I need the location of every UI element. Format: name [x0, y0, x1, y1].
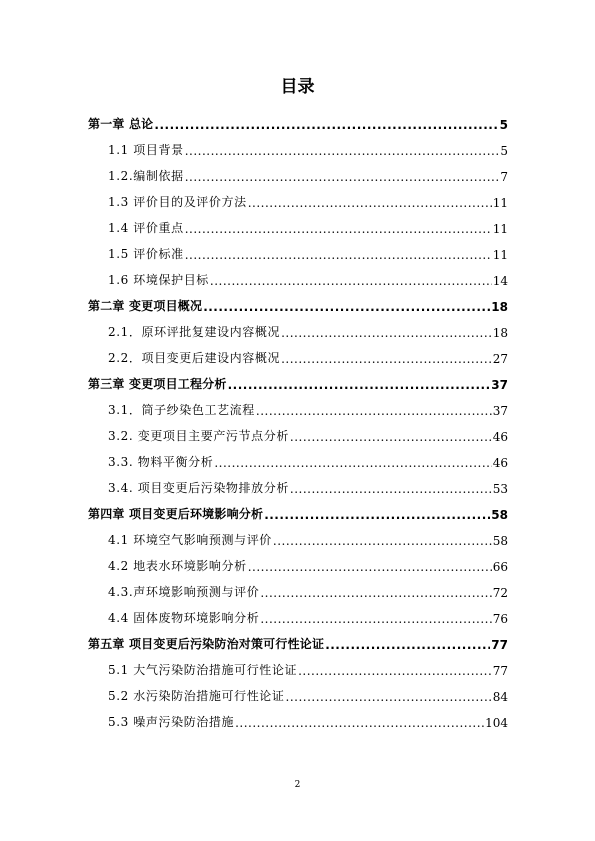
dot-leader [260, 612, 491, 626]
table-of-contents [88, 106, 508, 730]
toc-entry-page: 84 [492, 690, 508, 704]
toc-section-entry[interactable] [88, 340, 508, 366]
toc-section-entry[interactable] [88, 548, 508, 574]
toc-entry-page: 53 [492, 482, 508, 496]
toc-entry-page: 14 [492, 274, 508, 288]
toc-section-entry[interactable] [88, 522, 508, 548]
dot-leader [273, 534, 492, 548]
toc-entry-page: 7 [500, 170, 508, 184]
toc-entry-label: 第四章 项目变更后环境影响分析 [88, 507, 264, 521]
toc-entry-page: 18 [491, 300, 508, 314]
toc-entry-page: 11 [492, 222, 508, 236]
page-number: 2 [294, 780, 301, 790]
dot-leader [286, 690, 492, 704]
toc-section-entry[interactable] [88, 600, 508, 626]
toc-entry-page: 27 [492, 352, 508, 366]
toc-section-entry[interactable] [88, 210, 508, 236]
dot-leader [260, 586, 491, 600]
toc-entry-label: 1.2.编制依据 [108, 169, 184, 183]
dot-leader [298, 664, 492, 678]
toc-entry-page: 58 [491, 508, 508, 522]
dot-leader [256, 404, 492, 418]
toc-entry-label: 3.2. 变更项目主要产污节点分析 [108, 429, 289, 443]
toc-section-entry[interactable] [88, 574, 508, 600]
toc-entry-label: 5.2 水污染防治措施可行性论证 [108, 689, 285, 703]
toc-section-entry[interactable] [88, 652, 508, 678]
toc-section-entry[interactable] [88, 392, 508, 418]
toc-section-entry[interactable] [88, 444, 508, 470]
toc-chapter-entry[interactable] [88, 366, 508, 392]
toc-entry-label: 4.1 环境空气影响预测与评价 [108, 533, 272, 547]
dot-leader [248, 560, 492, 574]
toc-entry-label: 1.1 项目背景 [108, 143, 184, 157]
toc-entry-page: 58 [492, 534, 508, 548]
dot-leader [281, 326, 492, 340]
toc-entry-page: 5 [500, 144, 508, 158]
toc-section-entry[interactable] [88, 262, 508, 288]
toc-entry-label: 第一章 总论 [88, 117, 154, 131]
toc-entry-label: 4.3.声环境影响预测与评价 [108, 585, 260, 599]
dot-leader [228, 378, 491, 392]
dot-leader [290, 430, 492, 444]
dot-leader [248, 196, 492, 210]
toc-section-entry[interactable] [88, 158, 508, 184]
toc-entry-label: 5.3 噪声污染防治措施 [108, 715, 235, 729]
toc-entry-label: 4.4 固体废物环境影响分析 [108, 611, 260, 625]
toc-chapter-entry[interactable] [88, 496, 508, 522]
dot-leader [235, 716, 484, 730]
toc-entry-page: 37 [492, 404, 508, 418]
dot-leader [185, 222, 492, 236]
toc-entry-label: 5.1 大气污染防治措施可行性论证 [108, 663, 298, 677]
dot-leader [185, 170, 500, 184]
toc-entry-page: 11 [492, 248, 508, 262]
toc-entry-label: 1.3 评价目的及评价方法 [108, 195, 247, 209]
toc-entry-label: 第三章 变更项目工程分析 [88, 377, 227, 391]
toc-section-entry[interactable] [88, 470, 508, 496]
toc-title: 目录 [280, 77, 315, 97]
toc-entry-label: 2.2．项目变更后建设内容概况 [108, 351, 281, 365]
dot-leader [154, 118, 498, 132]
dot-leader [325, 638, 490, 652]
toc-entry-label: 2.1．原环评批复建设内容概况 [108, 325, 281, 339]
toc-entry-label: 1.5 评价标准 [108, 247, 184, 261]
toc-chapter-entry[interactable] [88, 626, 508, 652]
toc-entry-page: 46 [492, 430, 508, 444]
toc-entry-label: 第二章 变更项目概况 [88, 299, 203, 313]
dot-leader [264, 508, 490, 522]
dot-leader [290, 482, 492, 496]
toc-entry-page: 72 [492, 586, 508, 600]
toc-entry-page: 5 [499, 118, 508, 132]
toc-section-entry[interactable] [88, 184, 508, 210]
dot-leader [185, 248, 492, 262]
toc-section-entry[interactable] [88, 236, 508, 262]
toc-section-entry[interactable] [88, 678, 508, 704]
toc-section-entry[interactable] [88, 704, 508, 730]
dot-leader [281, 352, 492, 366]
toc-section-entry[interactable] [88, 314, 508, 340]
toc-chapter-entry[interactable] [88, 106, 508, 132]
toc-section-entry[interactable] [88, 132, 508, 158]
dot-leader [214, 456, 491, 470]
toc-entry-label: 3.3. 物料平衡分析 [108, 455, 214, 469]
dot-leader [210, 274, 492, 288]
toc-entry-page: 77 [492, 664, 508, 678]
toc-entry-page: 37 [491, 378, 508, 392]
toc-entry-page: 66 [492, 560, 508, 574]
toc-section-entry[interactable] [88, 418, 508, 444]
dot-leader [203, 300, 490, 314]
toc-entry-label: 第五章 项目变更后污染防治对策可行性论证 [88, 637, 325, 651]
toc-entry-page: 18 [492, 326, 508, 340]
toc-entry-label: 4.2 地表水环境影响分析 [108, 559, 247, 573]
toc-entry-page: 11 [492, 196, 508, 210]
toc-entry-page: 46 [492, 456, 508, 470]
toc-entry-page: 104 [485, 716, 508, 730]
toc-entry-label: 1.4 评价重点 [108, 221, 184, 235]
toc-entry-label: 1.6 环境保护目标 [108, 273, 209, 287]
toc-entry-label: 3.1．筒子纱染色工艺流程 [108, 403, 255, 417]
toc-entry-page: 76 [492, 612, 508, 626]
toc-chapter-entry[interactable] [88, 288, 508, 314]
dot-leader [185, 144, 500, 158]
toc-entry-page: 77 [491, 638, 508, 652]
toc-entry-label: 3.4. 项目变更后污染物排放分析 [108, 481, 289, 495]
